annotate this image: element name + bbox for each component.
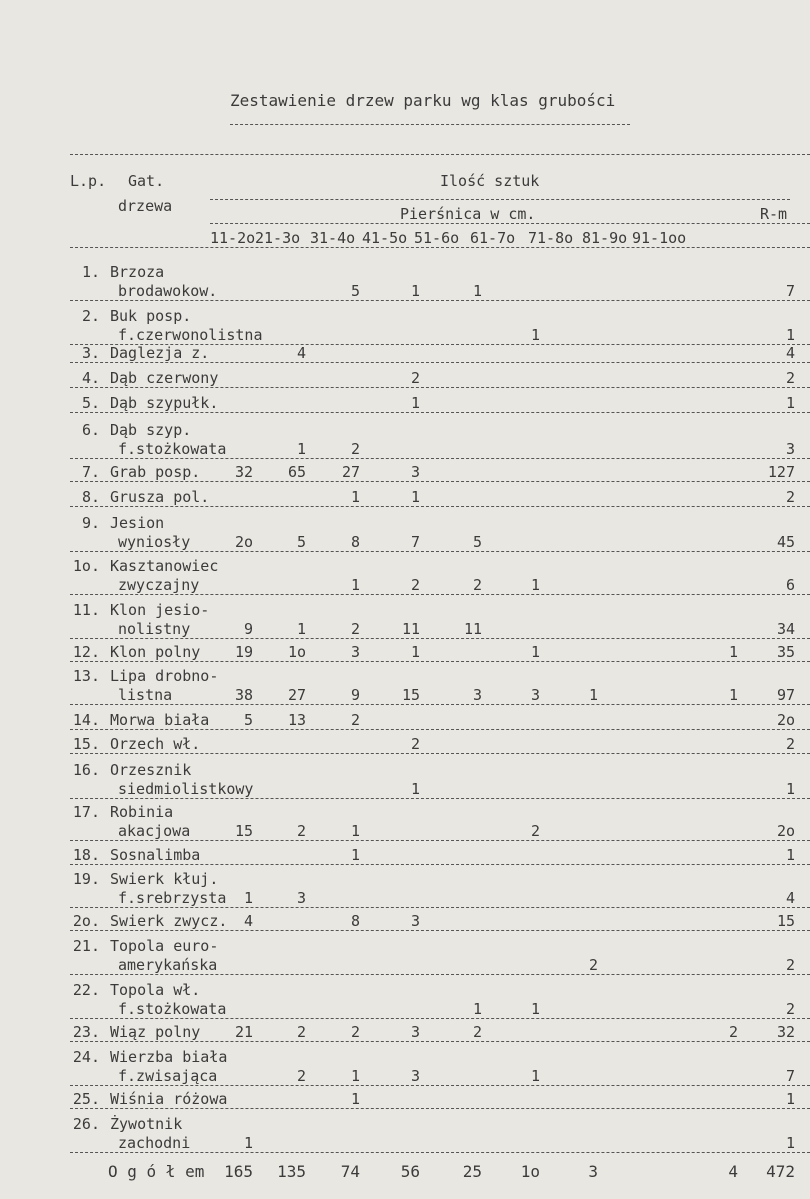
- row-number: 18.: [72, 846, 100, 864]
- header-count: Ilość sztuk: [440, 172, 540, 190]
- count-cell: 2: [296, 822, 306, 840]
- totals-label: O g ó ł em: [108, 1162, 205, 1181]
- species-name: f.zwisająca: [118, 1067, 218, 1085]
- row-rule: [70, 1152, 810, 1153]
- species-name: amerykańska: [118, 956, 218, 974]
- row-number: 3.: [81, 344, 100, 362]
- row-rule: [70, 704, 810, 705]
- row-number: 21.: [72, 937, 100, 955]
- count-cell: 2o: [234, 533, 253, 551]
- totals-cell: 4: [728, 1162, 738, 1181]
- count-cell: 2: [588, 956, 598, 974]
- count-cell: 1: [530, 326, 540, 344]
- count-cell: 1: [530, 643, 540, 661]
- table-top-rule: [70, 154, 810, 155]
- count-cell: 1: [296, 440, 306, 458]
- row-rule: [70, 638, 810, 639]
- row-total: 1: [785, 394, 795, 412]
- row-number: 5.: [81, 394, 100, 412]
- row-rule: [70, 594, 810, 595]
- species-name: Sosnalimba: [110, 846, 201, 864]
- row-total: 4: [785, 889, 795, 907]
- species-name: Wiśnia różowa: [110, 1090, 228, 1108]
- totals-cell: 56: [400, 1162, 420, 1181]
- row-rule: [70, 864, 810, 865]
- row-rule: [70, 458, 810, 459]
- species-name: Dąb czerwony: [110, 369, 219, 387]
- count-cell: 21: [234, 1023, 253, 1041]
- row-number: 4.: [81, 369, 100, 387]
- diameter-class-label: 91-1oo: [632, 229, 687, 247]
- species-name: Dąb szyp.: [110, 421, 192, 439]
- count-cell: 7: [410, 533, 420, 551]
- row-number: 15.: [72, 735, 100, 753]
- row-number: 6.: [81, 421, 100, 439]
- row-number: 9.: [81, 514, 100, 532]
- count-cell: 1: [530, 1000, 540, 1018]
- row-rule: [70, 930, 810, 931]
- diameter-class-label: 51-6o: [414, 229, 460, 247]
- count-cell: 1o: [287, 643, 306, 661]
- count-cell: 1: [350, 1067, 360, 1085]
- row-number: 8.: [81, 488, 100, 506]
- totals-cell: 3: [588, 1162, 598, 1181]
- count-cell: 15: [401, 686, 420, 704]
- species-name: Daglezja z.: [110, 344, 210, 362]
- row-rule: [70, 753, 810, 754]
- count-cell: 27: [287, 686, 306, 704]
- count-cell: 1: [728, 643, 738, 661]
- species-name: f.stożkowata: [118, 440, 227, 458]
- count-cell: 2: [410, 735, 420, 753]
- row-rule: [70, 661, 810, 662]
- species-name: nolistny: [118, 620, 191, 638]
- count-cell: 4: [243, 912, 253, 930]
- row-rule: [70, 506, 810, 507]
- diameter-class-label: 61-7o: [470, 229, 516, 247]
- row-number: 24.: [72, 1048, 100, 1066]
- diameter-class-label: 21-3o: [255, 229, 301, 247]
- count-cell: 2: [350, 711, 360, 729]
- row-number: 13.: [72, 667, 100, 685]
- totals-cell: 25: [462, 1162, 482, 1181]
- row-number: 1o.: [72, 557, 100, 575]
- row-total: 7: [785, 282, 795, 300]
- species-name: Topola wł.: [110, 981, 201, 999]
- row-total: 2: [785, 488, 795, 506]
- row-number: 22.: [72, 981, 100, 999]
- row-number: 23.: [72, 1023, 100, 1041]
- count-cell: 2: [728, 1023, 738, 1041]
- row-total: 1: [785, 1134, 795, 1152]
- totals-cell: 74: [340, 1162, 360, 1181]
- count-cell: 2: [530, 822, 540, 840]
- count-cell: 1: [243, 889, 253, 907]
- count-cell: 8: [350, 533, 360, 551]
- header-dbh-rule: [210, 223, 810, 224]
- species-name: Lipa drobno-: [110, 667, 219, 685]
- row-total: 15: [776, 912, 795, 930]
- species-name: zwyczajny: [118, 576, 200, 594]
- species-name: Klon polny: [110, 643, 201, 661]
- count-cell: 65: [287, 463, 306, 481]
- species-name: Swierk kłuj.: [110, 870, 219, 888]
- species-name: Dąb szypułk.: [110, 394, 219, 412]
- row-total: 1: [785, 846, 795, 864]
- row-rule: [70, 1041, 810, 1042]
- species-name: wyniosły: [118, 533, 191, 551]
- count-cell: 1: [588, 686, 598, 704]
- diameter-class-label: 31-4o: [310, 229, 356, 247]
- count-cell: 1: [410, 282, 420, 300]
- header-count-rule: [210, 199, 790, 200]
- row-total: 3: [785, 440, 795, 458]
- species-name: zachodni: [118, 1134, 191, 1152]
- count-cell: 2: [410, 369, 420, 387]
- count-cell: 5: [296, 533, 306, 551]
- species-name: Orzesznik: [110, 761, 192, 779]
- row-total: 2: [785, 956, 795, 974]
- row-rule: [70, 907, 810, 908]
- count-cell: 3: [350, 643, 360, 661]
- species-name: Swierk zwycz.: [110, 912, 228, 930]
- count-cell: 1: [296, 620, 306, 638]
- row-total: 4: [785, 344, 795, 362]
- count-cell: 5: [243, 711, 253, 729]
- grand-total: 472: [766, 1162, 795, 1181]
- count-cell: 3: [410, 463, 420, 481]
- totals-cell: 1o: [520, 1162, 540, 1181]
- count-cell: 2: [350, 440, 360, 458]
- count-cell: 27: [341, 463, 360, 481]
- row-rule: [70, 300, 810, 301]
- row-total: 2: [785, 735, 795, 753]
- count-cell: 19: [234, 643, 253, 661]
- count-cell: 1: [530, 1067, 540, 1085]
- count-cell: 8: [350, 912, 360, 930]
- header-bottom-rule: [70, 247, 810, 248]
- species-name: Morwa biała: [110, 711, 210, 729]
- count-cell: 1: [243, 1134, 253, 1152]
- count-cell: 3: [410, 1023, 420, 1041]
- row-total: 1: [785, 780, 795, 798]
- row-rule: [70, 481, 810, 482]
- count-cell: 2: [296, 1067, 306, 1085]
- species-name: Jesion: [110, 514, 165, 532]
- count-cell: 11: [463, 620, 482, 638]
- species-name: Grab posp.: [110, 463, 201, 481]
- row-rule: [70, 551, 810, 552]
- row-rule: [70, 387, 810, 388]
- species-name: Wiąz polny: [110, 1023, 201, 1041]
- count-cell: 1: [728, 686, 738, 704]
- species-name: Robinia: [110, 803, 174, 821]
- row-total: 2o: [776, 711, 795, 729]
- row-number: 16.: [72, 761, 100, 779]
- species-name: Wierzba biała: [110, 1048, 228, 1066]
- count-cell: 1: [350, 576, 360, 594]
- document-title: Zestawienie drzew parku wg klas grubości: [230, 91, 616, 110]
- count-cell: 2: [472, 1023, 482, 1041]
- count-cell: 1: [410, 643, 420, 661]
- count-cell: 38: [234, 686, 253, 704]
- row-rule: [70, 729, 810, 730]
- row-rule: [70, 1085, 810, 1086]
- count-cell: 5: [350, 282, 360, 300]
- row-rule: [70, 412, 810, 413]
- row-number: 17.: [72, 803, 100, 821]
- row-total: 2o: [776, 822, 795, 840]
- row-total: 2: [785, 1000, 795, 1018]
- row-number: 7.: [81, 463, 100, 481]
- row-total: 32: [776, 1023, 795, 1041]
- species-name: Topola euro-: [110, 937, 219, 955]
- row-rule: [70, 798, 810, 799]
- row-rule: [70, 1108, 810, 1109]
- row-number: 2.: [81, 307, 100, 325]
- count-cell: 1: [350, 1090, 360, 1108]
- diameter-class-label: 11-2o: [210, 229, 256, 247]
- diameter-class-label: 71-8o: [528, 229, 574, 247]
- species-name: Klon jesio-: [110, 601, 210, 619]
- count-cell: 2: [296, 1023, 306, 1041]
- species-name: siedmiolistkowy: [118, 780, 254, 798]
- row-total: 1: [785, 1090, 795, 1108]
- diameter-class-label: 41-5o: [362, 229, 408, 247]
- species-name: Żywotnik: [110, 1115, 183, 1133]
- row-number: 2o.: [72, 912, 100, 930]
- count-cell: 2: [472, 576, 482, 594]
- count-cell: 5: [472, 533, 482, 551]
- species-name: Kasztanowiec: [110, 557, 219, 575]
- row-rule: [70, 840, 810, 841]
- row-total: 127: [767, 463, 795, 481]
- species-name: Buk posp.: [110, 307, 192, 325]
- header-rm: R-m: [760, 205, 788, 223]
- species-name: brodawokow.: [118, 282, 218, 300]
- species-name: f.srebrzysta: [118, 889, 227, 907]
- header-species-sub: drzewa: [118, 197, 173, 215]
- count-cell: 3: [410, 912, 420, 930]
- count-cell: 1: [350, 846, 360, 864]
- count-cell: 1: [350, 488, 360, 506]
- row-total: 97: [776, 686, 795, 704]
- totals-cell: 165: [224, 1162, 253, 1181]
- row-total: 6: [785, 576, 795, 594]
- count-cell: 1: [410, 780, 420, 798]
- title-underline: [230, 124, 630, 125]
- totals-cell: 135: [277, 1162, 306, 1181]
- count-cell: 3: [296, 889, 306, 907]
- row-rule: [70, 362, 810, 363]
- count-cell: 3: [472, 686, 482, 704]
- count-cell: 1: [410, 394, 420, 412]
- header-species: Gat.: [128, 172, 165, 190]
- row-total: 1: [785, 326, 795, 344]
- count-cell: 9: [350, 686, 360, 704]
- count-cell: 1: [530, 576, 540, 594]
- species-name: akacjowa: [118, 822, 191, 840]
- diameter-class-label: 81-9o: [582, 229, 628, 247]
- row-total: 34: [776, 620, 795, 638]
- row-total: 35: [776, 643, 795, 661]
- row-number: 26.: [72, 1115, 100, 1133]
- header-dbh: Pierśnica w cm.: [400, 205, 536, 223]
- count-cell: 9: [243, 620, 253, 638]
- row-number: 11.: [72, 601, 100, 619]
- row-total: 7: [785, 1067, 795, 1085]
- count-cell: 13: [287, 711, 306, 729]
- row-total: 45: [776, 533, 795, 551]
- row-number: 25.: [72, 1090, 100, 1108]
- row-number: 12.: [72, 643, 100, 661]
- count-cell: 11: [401, 620, 420, 638]
- count-cell: 2: [350, 620, 360, 638]
- species-name: Grusza pol.: [110, 488, 210, 506]
- count-cell: 1: [472, 282, 482, 300]
- species-name: Orzech wł.: [110, 735, 201, 753]
- count-cell: 32: [234, 463, 253, 481]
- count-cell: 2: [350, 1023, 360, 1041]
- count-cell: 4: [296, 344, 306, 362]
- species-name: listna: [118, 686, 173, 704]
- row-number: 1.: [81, 263, 100, 281]
- row-number: 14.: [72, 711, 100, 729]
- row-total: 2: [785, 369, 795, 387]
- header-lp: L.p.: [70, 172, 107, 190]
- species-name: Brzoza: [110, 263, 165, 281]
- count-cell: 3: [530, 686, 540, 704]
- row-rule: [70, 1018, 810, 1019]
- row-rule: [70, 974, 810, 975]
- species-name: f.czerwonolistna: [118, 326, 263, 344]
- count-cell: 3: [410, 1067, 420, 1085]
- count-cell: 1: [472, 1000, 482, 1018]
- count-cell: 1: [350, 822, 360, 840]
- row-number: 19.: [72, 870, 100, 888]
- count-cell: 15: [234, 822, 253, 840]
- species-name: f.stożkowata: [118, 1000, 227, 1018]
- count-cell: 1: [410, 488, 420, 506]
- count-cell: 2: [410, 576, 420, 594]
